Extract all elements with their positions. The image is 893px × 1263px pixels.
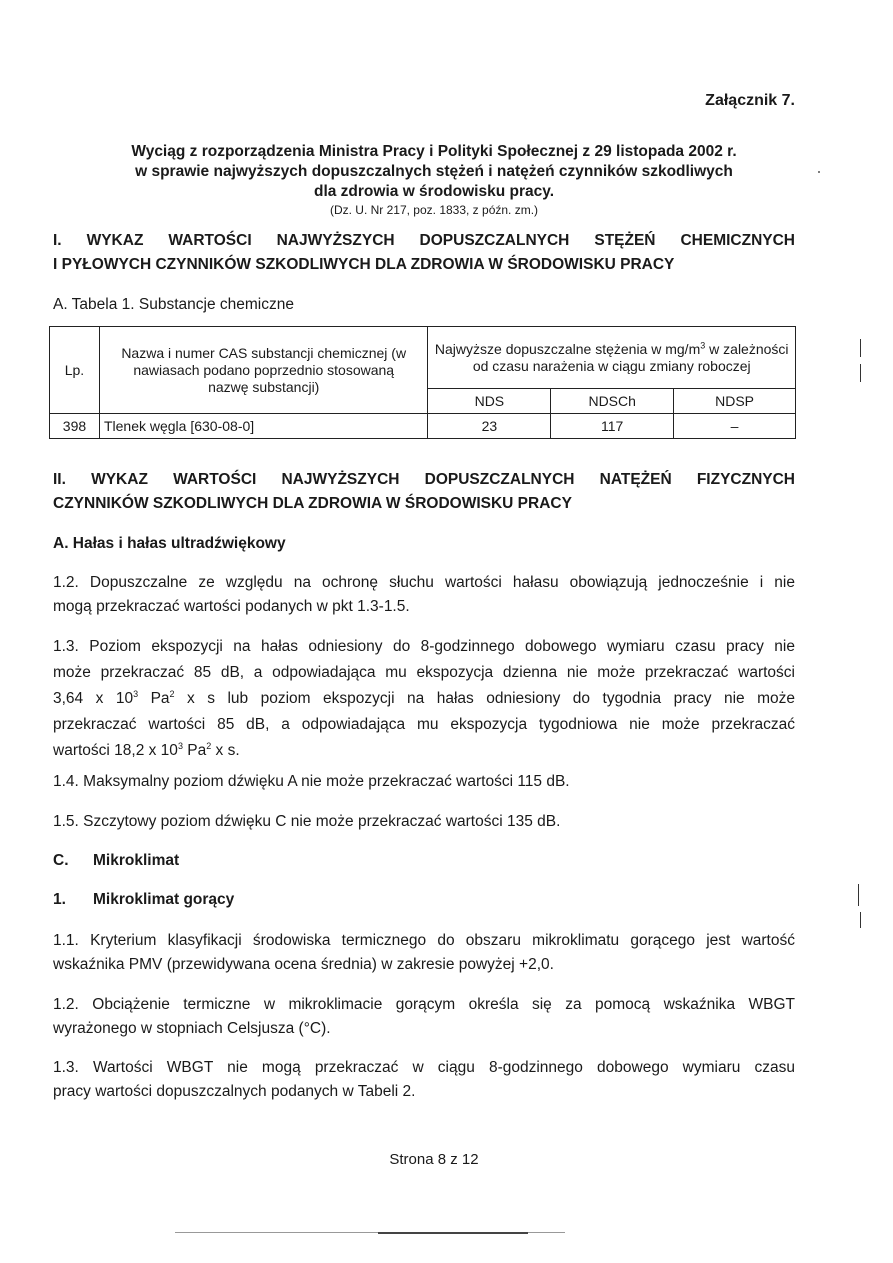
header-limits-sup: 3: [700, 339, 706, 350]
section-c1-heading: [53, 891, 234, 909]
section-1-line-1: I. WYKAZ WARTOŚCI NAJWYŻSZYCH DOPUSZCZALNYCH STĘŻEŃ CHEMICZNYCH: [53, 232, 795, 249]
formula-part: x s lub poziom ekspozycji na hałas odniesiony do tygodnia pracy nie może: [174, 690, 796, 707]
subheader-ndsch: NDSCh: [551, 389, 674, 414]
heading-number: 1.: [53, 891, 66, 908]
paragraph-1-4: 1.4. Maksymalny poziom dźwięku A nie może przekraczać wartości 115 dB.: [53, 773, 570, 790]
cell-nds: 23: [428, 414, 551, 439]
paragraph-line: 1.3. Wartości WBGT nie mogą przekraczać w ciągu 8-godzinnego dobowego wymiaru czasu: [53, 1059, 795, 1076]
cell-name: Tlenek węgla [630-08-0]: [99, 414, 428, 439]
heading-text: Mikroklimat: [93, 852, 180, 869]
chemical-substances-table: [49, 326, 796, 439]
header-limits-pre: Najwyższe dopuszczalne stężenia w mg/m: [434, 340, 701, 357]
paragraph-line: mogą przekraczać wartości podanych w pkt 1.3-1.5.: [53, 598, 410, 615]
page-footer: Strona 8 z 12: [389, 1151, 479, 1168]
table-caption: A. Tabela 1. Substancje chemiczne: [53, 296, 294, 313]
formula-part: Pa: [182, 742, 207, 759]
paragraph-line: 1.3. Poziom ekspozycji na hałas odniesiony do 8-godzinnego dobowego wymiaru czasu pracy nie: [53, 638, 795, 655]
header-source: (Dz. U. Nr 217, poz. 1833, z późn. zm.): [329, 203, 539, 217]
exponent: 2: [206, 740, 212, 751]
paragraph-1-2: [53, 571, 795, 619]
margin-mark: [860, 912, 861, 928]
heading-number: C.: [53, 852, 69, 869]
paragraph-c-1-3: [53, 1056, 795, 1104]
subheader-nds: NDS: [428, 389, 551, 414]
paragraph-line: 1.1. Kryterium klasyfikacji środowiska termicznego do obszaru mikroklimatu gorącego jest wartość: [53, 932, 795, 949]
formula-part: 3,64 x 10: [53, 690, 134, 707]
heading-text: Mikroklimat gorący: [93, 891, 235, 908]
paragraph-line: 1.2. Obciążenie termiczne w mikroklimacie gorącym określa się za pomocą wskaźnika WBGT: [53, 996, 795, 1013]
paragraph-1-5: 1.5. Szczytowy poziom dźwięku C nie może przekraczać wartości 135 dB.: [53, 813, 561, 830]
margin-mark: [858, 884, 859, 906]
header-substance-name: Nazwa i numer CAS substancji chemicznej (w nawiasach podano poprzednio stosowaną nazwę substancji): [99, 327, 428, 414]
section-1-heading: [53, 229, 795, 277]
paragraph-line-formula: [53, 686, 795, 712]
paragraph-line: pracy wartości dopuszczalnych podanych w Tabeli 2.: [53, 1083, 416, 1100]
paragraph-line: wskaźnika PMV (przewidywana ocena średnia) w zakresie powyżej +2,0.: [53, 956, 554, 973]
header-line-2: w sprawie najwyższych dopuszczalnych stężeń i natężeń czynników szkodliwych: [135, 163, 733, 180]
noise-heading: A. Hałas i hałas ultradźwiękowy: [53, 535, 286, 552]
subheader-ndsp: NDSP: [674, 389, 796, 414]
annex-label: Załącznik 7.: [705, 92, 795, 109]
paragraph-c-1-2: [53, 993, 795, 1041]
paragraph-line: przekraczać wartości 85 dB, a odpowiadająca mu ekspozycja tygodniowa nie może przekraczać: [53, 716, 795, 733]
scan-dot: [818, 171, 820, 173]
section-2-line-1: II. WYKAZ WARTOŚCI NAJWYŻSZYCH DOPUSZCZALNYCH NATĘŻEŃ FIZYCZNYCH: [53, 471, 795, 488]
paragraph-line: wyrażonego w stopniach Celsjusza (°C).: [53, 1020, 331, 1037]
document-header: [60, 142, 808, 218]
exponent: 2: [169, 688, 175, 699]
header-line-1: Wyciąg z rozporządzenia Ministra Pracy i Polityki Społecznej z 29 listopada 2002 r.: [131, 143, 737, 160]
exponent: 3: [133, 688, 139, 699]
paragraph-line: 1.2. Dopuszczalne ze względu na ochronę słuchu wartości hałasu obowiązują jednocześnie i nie: [53, 574, 795, 591]
cell-ndsch: 117: [551, 414, 674, 439]
header-limits-post: w zależności od czasu narażenia w ciągu zmiany roboczej: [472, 340, 789, 374]
section-c-heading: [53, 852, 179, 870]
section-2-line-2: CZYNNIKÓW SZKODLIWYCH DLA ZDROWIA W ŚRODOWISKU PRACY: [53, 495, 572, 512]
cell-ndsp: –: [674, 414, 796, 439]
formula-part: wartości 18,2 x 10: [53, 742, 178, 759]
margin-mark: [860, 364, 861, 382]
paragraph-c-1-1: [53, 929, 795, 977]
paragraph-line: może przekraczać 85 dB, a odpowiadająca mu ekspozycja dzienna nie może przekraczać wartości: [53, 664, 795, 681]
exponent: 3: [177, 740, 183, 751]
table-row: [50, 414, 796, 439]
formula-part: Pa: [138, 690, 170, 707]
scan-artifact-line: [378, 1232, 528, 1234]
formula-part: x s.: [211, 742, 240, 759]
header-limits: [428, 327, 796, 389]
section-1-line-2: I PYŁOWYCH CZYNNIKÓW SZKODLIWYCH DLA ZDROWIA W ŚRODOWISKU PRACY: [53, 256, 675, 273]
header-line-3: dla zdrowia w środowisku pracy.: [313, 183, 555, 200]
paragraph-1-3: [53, 634, 795, 764]
section-2-heading: [53, 468, 795, 516]
paragraph-line-formula: [53, 738, 795, 764]
cell-lp: 398: [50, 414, 100, 439]
header-lp: Lp.: [50, 327, 100, 414]
margin-mark: [860, 339, 861, 357]
